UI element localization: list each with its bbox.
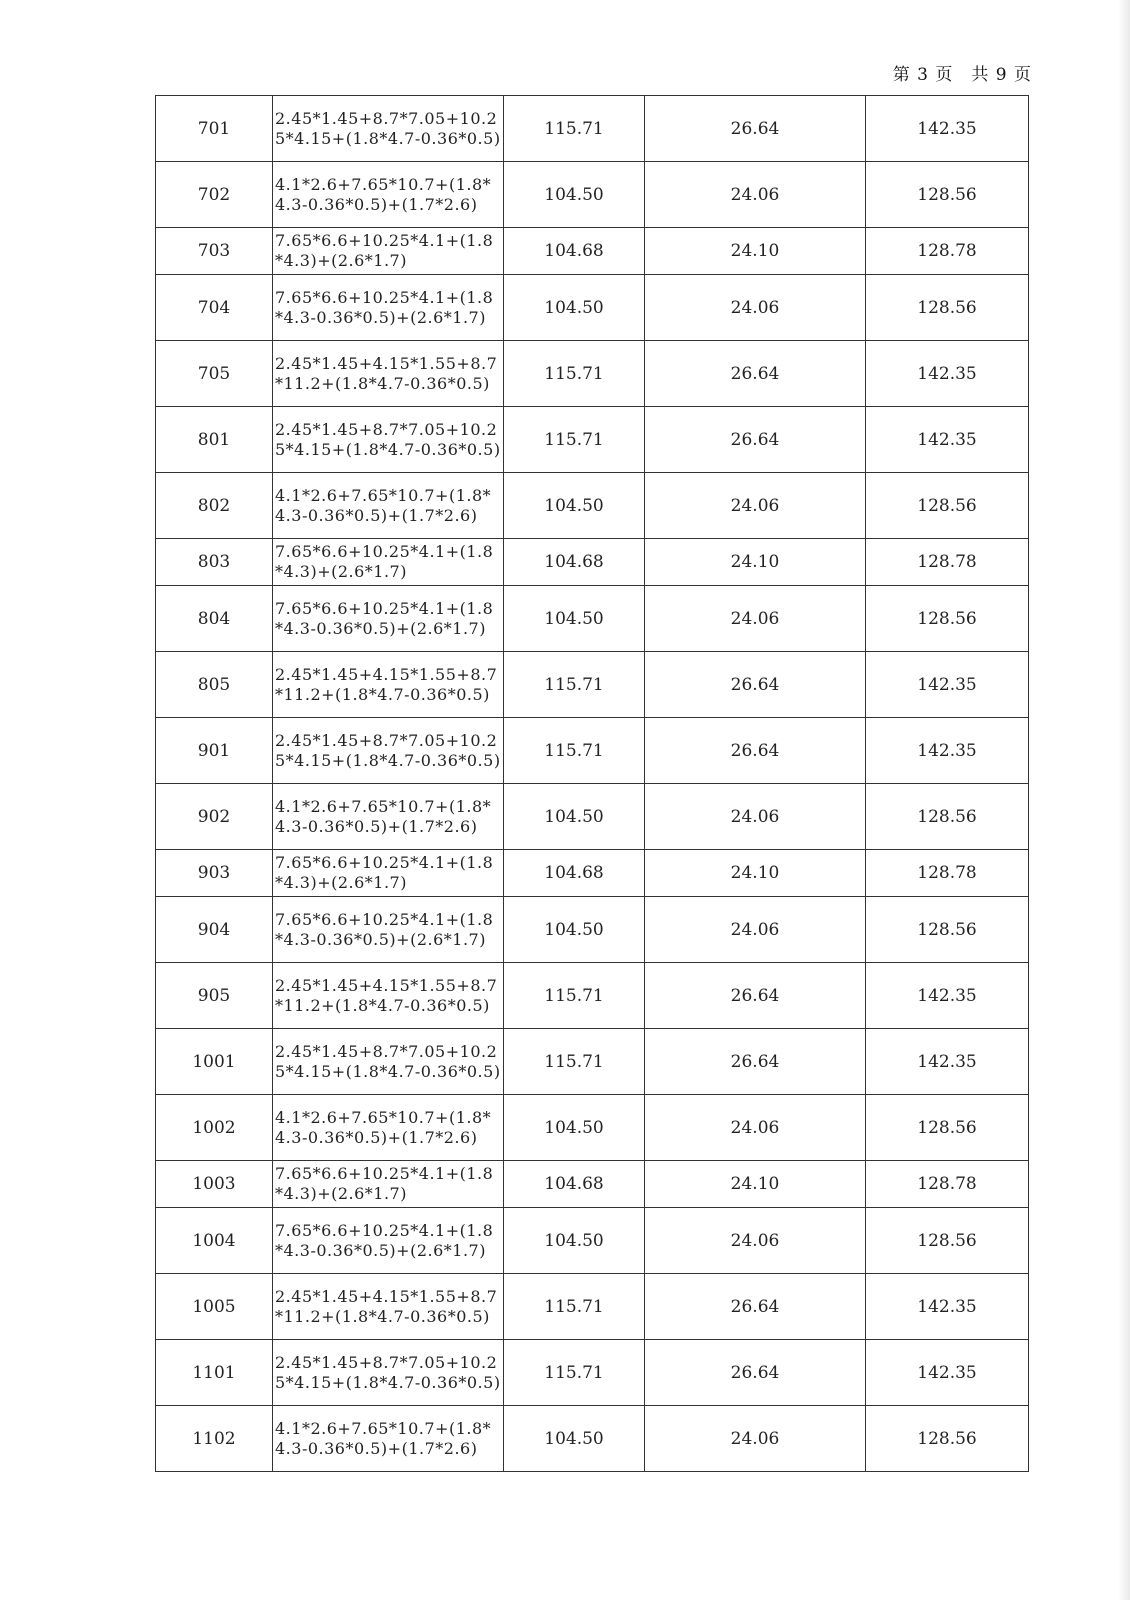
area-b-cell: 26.64: [645, 1274, 866, 1340]
formula-cell: 2.45*1.45+8.7*7.05+10.25*4.15+(1.8*4.7-0.36*0.5): [273, 1029, 504, 1095]
table-row: [156, 1029, 1029, 1095]
unit-cell: 803: [156, 539, 273, 586]
area-a-cell: 115.71: [504, 963, 645, 1029]
formula-cell: 7.65*6.6+10.25*4.1+(1.8*4.3)+(2.6*1.7): [273, 850, 504, 897]
unit-cell: 1001: [156, 1029, 273, 1095]
area-total-cell: 128.56: [866, 473, 1029, 539]
unit-cell: 801: [156, 407, 273, 473]
formula-cell: 2.45*1.45+8.7*7.05+10.25*4.15+(1.8*4.7-0.36*0.5): [273, 1340, 504, 1406]
area-total-cell: 128.78: [866, 228, 1029, 275]
area-b-cell: 26.64: [645, 1340, 866, 1406]
page-number-header: [893, 60, 1032, 85]
page-total: 共 9 页: [971, 65, 1032, 85]
unit-cell: 804: [156, 586, 273, 652]
area-b-cell: 24.10: [645, 1161, 866, 1208]
unit-cell: 1004: [156, 1208, 273, 1274]
area-total-cell: 128.78: [866, 539, 1029, 586]
area-total-cell: 128.56: [866, 1406, 1029, 1472]
area-a-cell: 104.50: [504, 1406, 645, 1472]
area-total-cell: 142.35: [866, 652, 1029, 718]
area-b-cell: 26.64: [645, 96, 866, 162]
table-row: [156, 718, 1029, 784]
area-a-cell: 115.71: [504, 407, 645, 473]
area-a-cell: 115.71: [504, 96, 645, 162]
table-row: [156, 96, 1029, 162]
formula-cell: 7.65*6.6+10.25*4.1+(1.8*4.3)+(2.6*1.7): [273, 539, 504, 586]
formula-cell: 7.65*6.6+10.25*4.1+(1.8*4.3-0.36*0.5)+(2.6*1.7): [273, 1208, 504, 1274]
area-b-cell: 26.64: [645, 652, 866, 718]
formula-cell: 7.65*6.6+10.25*4.1+(1.8*4.3-0.36*0.5)+(2.6*1.7): [273, 897, 504, 963]
formula-cell: 7.65*6.6+10.25*4.1+(1.8*4.3)+(2.6*1.7): [273, 1161, 504, 1208]
area-total-cell: 142.35: [866, 718, 1029, 784]
table-row: [156, 850, 1029, 897]
unit-cell: 805: [156, 652, 273, 718]
area-b-cell: 24.10: [645, 228, 866, 275]
formula-cell: 2.45*1.45+4.15*1.55+8.7*11.2+(1.8*4.7-0.36*0.5): [273, 341, 504, 407]
area-b-cell: 24.06: [645, 275, 866, 341]
formula-cell: 2.45*1.45+8.7*7.05+10.25*4.15+(1.8*4.7-0.36*0.5): [273, 96, 504, 162]
table-row: [156, 1274, 1029, 1340]
area-total-cell: 128.78: [866, 850, 1029, 897]
area-a-cell: 115.71: [504, 1274, 645, 1340]
formula-cell: 4.1*2.6+7.65*10.7+(1.8*4.3-0.36*0.5)+(1.7*2.6): [273, 1406, 504, 1472]
area-a-cell: 104.68: [504, 850, 645, 897]
area-b-cell: 24.06: [645, 586, 866, 652]
unit-cell: 1003: [156, 1161, 273, 1208]
unit-cell: 1002: [156, 1095, 273, 1161]
area-b-cell: 24.06: [645, 162, 866, 228]
table-row: [156, 897, 1029, 963]
area-total-cell: 142.35: [866, 1274, 1029, 1340]
area-a-cell: 115.71: [504, 1029, 645, 1095]
area-a-cell: 104.68: [504, 228, 645, 275]
area-a-cell: 104.50: [504, 473, 645, 539]
table-row: [156, 539, 1029, 586]
area-total-cell: 128.56: [866, 275, 1029, 341]
area-a-cell: 104.50: [504, 275, 645, 341]
area-b-cell: 24.06: [645, 784, 866, 850]
area-total-cell: 142.35: [866, 96, 1029, 162]
area-total-cell: 142.35: [866, 407, 1029, 473]
table-row: [156, 407, 1029, 473]
area-a-cell: 115.71: [504, 341, 645, 407]
table-row: [156, 341, 1029, 407]
area-a-cell: 115.71: [504, 718, 645, 784]
area-b-cell: 26.64: [645, 718, 866, 784]
area-a-cell: 115.71: [504, 652, 645, 718]
area-b-cell: 24.06: [645, 473, 866, 539]
area-total-cell: 128.78: [866, 1161, 1029, 1208]
unit-cell: 802: [156, 473, 273, 539]
area-total-cell: 128.56: [866, 1208, 1029, 1274]
area-b-cell: 24.06: [645, 1208, 866, 1274]
table-row: [156, 1406, 1029, 1472]
formula-cell: 2.45*1.45+4.15*1.55+8.7*11.2+(1.8*4.7-0.36*0.5): [273, 652, 504, 718]
formula-cell: 4.1*2.6+7.65*10.7+(1.8*4.3-0.36*0.5)+(1.7*2.6): [273, 162, 504, 228]
area-b-cell: 24.06: [645, 1406, 866, 1472]
formula-cell: 4.1*2.6+7.65*10.7+(1.8*4.3-0.36*0.5)+(1.7*2.6): [273, 1095, 504, 1161]
area-total-cell: 142.35: [866, 341, 1029, 407]
area-total-cell: 128.56: [866, 897, 1029, 963]
unit-cell: 1102: [156, 1406, 273, 1472]
formula-cell: 2.45*1.45+4.15*1.55+8.7*11.2+(1.8*4.7-0.36*0.5): [273, 1274, 504, 1340]
area-a-cell: 104.68: [504, 1161, 645, 1208]
area-a-cell: 104.50: [504, 897, 645, 963]
area-total-cell: 128.56: [866, 1095, 1029, 1161]
area-total-cell: 142.35: [866, 1029, 1029, 1095]
area-a-cell: 104.50: [504, 1208, 645, 1274]
area-b-cell: 26.64: [645, 407, 866, 473]
page-number: 第 3 页: [892, 65, 954, 85]
unit-cell: 903: [156, 850, 273, 897]
area-b-cell: 26.64: [645, 341, 866, 407]
area-b-cell: 24.10: [645, 539, 866, 586]
area-b-cell: 26.64: [645, 963, 866, 1029]
area-total-cell: 142.35: [866, 963, 1029, 1029]
table-row: [156, 473, 1029, 539]
table-row: [156, 586, 1029, 652]
formula-cell: 2.45*1.45+8.7*7.05+10.25*4.15+(1.8*4.7-0.36*0.5): [273, 718, 504, 784]
area-a-cell: 115.71: [504, 1340, 645, 1406]
area-b-cell: 26.64: [645, 1029, 866, 1095]
formula-cell: 7.65*6.6+10.25*4.1+(1.8*4.3)+(2.6*1.7): [273, 228, 504, 275]
formula-cell: 7.65*6.6+10.25*4.1+(1.8*4.3-0.36*0.5)+(2.6*1.7): [273, 586, 504, 652]
area-b-cell: 24.06: [645, 1095, 866, 1161]
formula-cell: 2.45*1.45+4.15*1.55+8.7*11.2+(1.8*4.7-0.36*0.5): [273, 963, 504, 1029]
table-row: [156, 162, 1029, 228]
table-row: [156, 1208, 1029, 1274]
area-total-cell: 142.35: [866, 1340, 1029, 1406]
unit-cell: 902: [156, 784, 273, 850]
table-row: [156, 275, 1029, 341]
formula-cell: 4.1*2.6+7.65*10.7+(1.8*4.3-0.36*0.5)+(1.7*2.6): [273, 784, 504, 850]
scan-edge-shadow: [1118, 0, 1130, 1600]
unit-cell: 905: [156, 963, 273, 1029]
table-row: [156, 652, 1029, 718]
area-total-cell: 128.56: [866, 586, 1029, 652]
unit-cell: 1005: [156, 1274, 273, 1340]
formula-cell: 7.65*6.6+10.25*4.1+(1.8*4.3-0.36*0.5)+(2.6*1.7): [273, 275, 504, 341]
table-row: [156, 228, 1029, 275]
area-a-cell: 104.50: [504, 1095, 645, 1161]
area-table-body: [156, 96, 1029, 1472]
area-table: [155, 95, 1029, 1472]
unit-cell: 901: [156, 718, 273, 784]
unit-cell: 904: [156, 897, 273, 963]
area-a-cell: 104.50: [504, 784, 645, 850]
area-b-cell: 24.06: [645, 897, 866, 963]
unit-cell: 702: [156, 162, 273, 228]
table-row: [156, 1161, 1029, 1208]
area-a-cell: 104.50: [504, 586, 645, 652]
formula-cell: 4.1*2.6+7.65*10.7+(1.8*4.3-0.36*0.5)+(1.7*2.6): [273, 473, 504, 539]
unit-cell: 703: [156, 228, 273, 275]
unit-cell: 1101: [156, 1340, 273, 1406]
table-row: [156, 784, 1029, 850]
area-total-cell: 128.56: [866, 784, 1029, 850]
unit-cell: 704: [156, 275, 273, 341]
area-a-cell: 104.68: [504, 539, 645, 586]
formula-cell: 2.45*1.45+8.7*7.05+10.25*4.15+(1.8*4.7-0.36*0.5): [273, 407, 504, 473]
area-total-cell: 128.56: [866, 162, 1029, 228]
table-row: [156, 963, 1029, 1029]
unit-cell: 705: [156, 341, 273, 407]
table-row: [156, 1095, 1029, 1161]
unit-cell: 701: [156, 96, 273, 162]
area-a-cell: 104.50: [504, 162, 645, 228]
table-row: [156, 1340, 1029, 1406]
area-b-cell: 24.10: [645, 850, 866, 897]
